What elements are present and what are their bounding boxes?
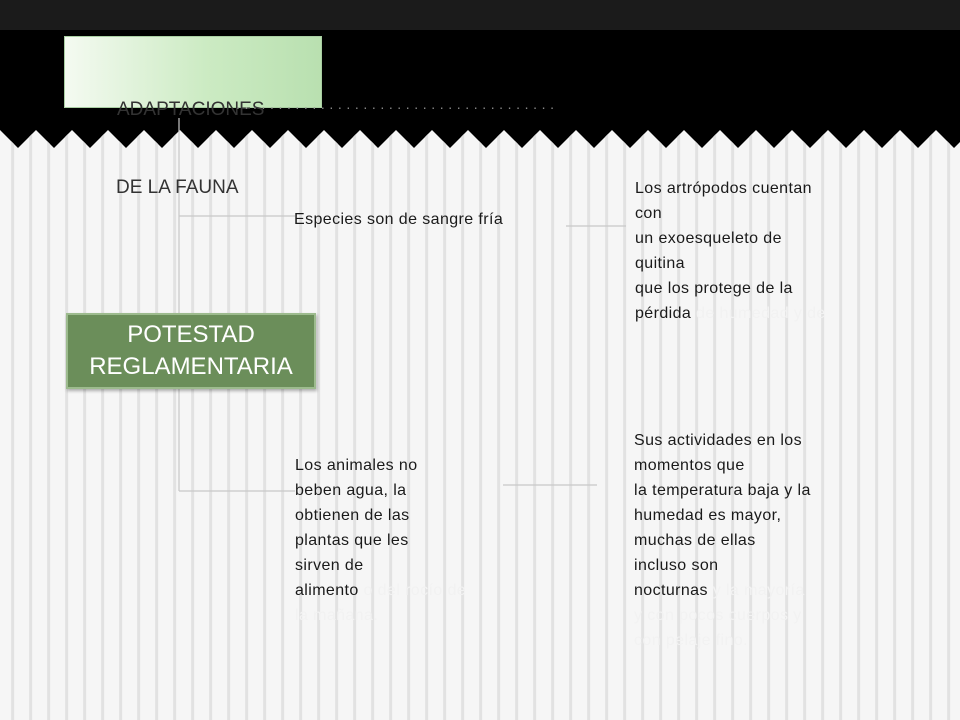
center-line-1: POTESTAD (127, 321, 255, 348)
detail-1-line-5: que los protege de la (635, 280, 793, 297)
branch-1-detail[interactable] (635, 176, 826, 326)
branch-2-line-1: Los animales no (295, 457, 418, 474)
branch-2-line-3: obtienen de las (295, 507, 410, 524)
branch-2-line-4: plantas que les (295, 532, 409, 549)
center-line-2: REGLAMENTARIA (89, 353, 293, 380)
center-node-text (89, 319, 293, 383)
branch-2-line-6: alimento (295, 582, 359, 599)
branch-2-detail[interactable] (634, 428, 811, 653)
title-line-2: DE LA FAUNA (116, 177, 239, 198)
detail-2-line-1: Sus actividades en los (634, 432, 803, 449)
branch-2-line-2: beben agua, la (295, 482, 407, 499)
detail-2-line-4: humedad es mayor, (634, 507, 782, 524)
detail-1-line-6: pérdida (635, 305, 692, 322)
branch-2-line-5: sirven de (295, 557, 364, 574)
branch-2-hidden-text-2: la mañana. (295, 607, 379, 624)
branch-1-label[interactable]: Especies son de sangre fría (294, 211, 504, 228)
detail-2-line-6: incluso son (634, 557, 719, 574)
detail-2-hidden-text-2: y con pocos cuerpos y (634, 607, 802, 624)
title-text (117, 45, 264, 253)
detail-1-line-3: un exoesqueleto de (635, 230, 782, 247)
detail-1-line-2: con (635, 205, 662, 222)
dotted-divider: ...................................... (236, 96, 559, 112)
branch-2-label[interactable] (295, 453, 466, 628)
center-node[interactable] (66, 313, 316, 389)
detail-2-hidden-text-3: con pelaje fino. (634, 632, 749, 649)
detail-2-line-5: muchas de ellas (634, 532, 756, 549)
detail-1-line-4: quitina (635, 255, 685, 272)
detail-2-line-3: la temperatura baja y la (634, 482, 811, 499)
detail-1-line-1: Los artrópodos cuentan (635, 180, 812, 197)
detail-1-hidden-text: de humedad y de (691, 305, 826, 322)
branch-2-hidden-text: o del rocío de (358, 582, 467, 599)
detail-2-hidden-text: y la mayoría (707, 582, 805, 599)
detail-2-line-2: momentos que (634, 457, 745, 474)
detail-2-line-7: nocturnas (634, 582, 708, 599)
title-line-1: ADAPTACIONES (117, 99, 265, 120)
